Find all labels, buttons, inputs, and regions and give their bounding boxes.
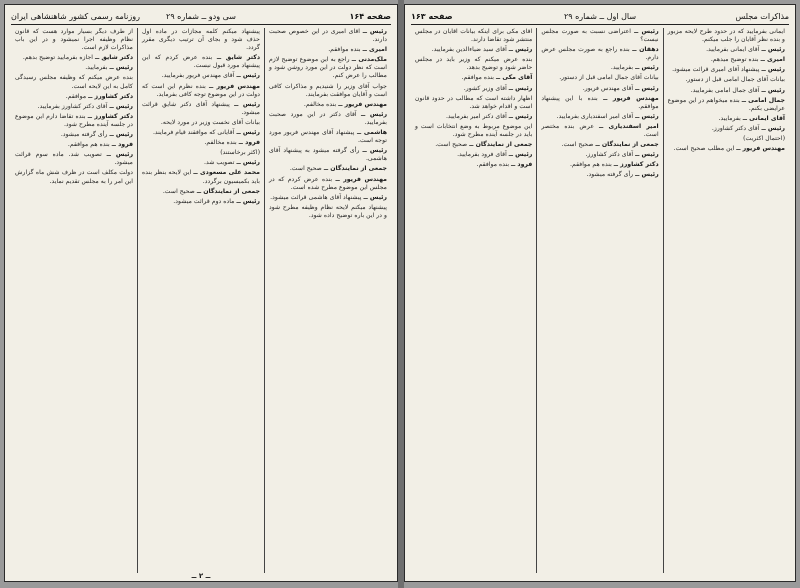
paragraph-text: بیانات آقای جمال امامی قبل از دستور.: [685, 76, 785, 84]
transcript-paragraph: [269, 147, 387, 163]
transcript-paragraph: [269, 46, 387, 54]
paragraph-text: آقای مکی برای اینکه بیانات آقایان در مجلس منتشر شود تقاضا دارند.: [415, 28, 533, 44]
paragraph-text: بفرمایید.: [85, 64, 108, 72]
transcript-paragraph: [269, 28, 387, 44]
right-columns: [411, 28, 789, 573]
transcript-paragraph: [541, 64, 658, 72]
paragraph-text: از طرف دیگر بسیار موارد هست که قانون نظام وظیفه اجرا نمیشود و در این باب مذاکرات لازم است.: [15, 28, 133, 52]
transcript-paragraph: [668, 28, 785, 44]
transcript-paragraph: [142, 188, 260, 196]
paragraph-text: پیشنهاد میکنم لایحه نظام وظیفه مطرح شود و در این باره توضیح داده شود.: [269, 203, 387, 219]
paragraph-text: (احتمال اکثریت): [743, 135, 785, 143]
speaker-name: دکتر کشاورز ــ: [613, 161, 659, 169]
speaker-name: دکتر کشاورز ــ: [87, 112, 134, 120]
paragraph-text: آقای دکتر کشاورز.: [711, 124, 760, 132]
right-issue-line: سال اول ــ شماره ۲۹: [563, 11, 637, 21]
transcript-paragraph: [541, 28, 658, 44]
transcript-paragraph: [668, 125, 785, 133]
transcript-paragraph: [415, 95, 532, 111]
paragraph-text: پیشنهاد آقای امیری قرائت میشود.: [672, 66, 760, 74]
paragraph-text: تصویب شد. ماده سوم قرائت میشود.: [15, 151, 133, 167]
paragraph-text: بنده نظرم این است که دولت در این موضوع توجه کافی بفرماید.: [142, 82, 260, 98]
speaker-name: رئیس ــ: [109, 102, 133, 110]
right-page-column-1: [664, 28, 789, 573]
left-columns: [11, 28, 391, 573]
right-running-title: مذاکرات مجلس: [735, 11, 789, 21]
paragraph-text: بنده تقاضا دارم این موضوع در جلسه آینده مطرح شود.: [15, 112, 133, 128]
paragraph-text: آقای سید ضیاءالدین بفرمایید.: [431, 46, 507, 54]
paragraph-text: بنده هم موافقم.: [570, 161, 612, 169]
speaker-name: دکتر شایق ــ: [95, 54, 133, 62]
paragraph-text: آقای دکتر کشاورز.: [585, 151, 634, 159]
speaker-name: مهندس فریور ــ: [208, 82, 260, 90]
left-page-header: [11, 9, 391, 23]
paragraph-text: بیانات آقای جمال امامی قبل از دستور.: [559, 74, 659, 82]
speaker-name: مهندس فریور ــ: [338, 100, 387, 108]
paragraph-text: اجازه بفرمایید توضیح بدهم.: [22, 54, 94, 62]
speaker-name: رئیس ــ: [109, 64, 133, 72]
paragraph-text: صحیح است.: [162, 187, 195, 195]
transcript-paragraph: [15, 103, 133, 111]
transcript-paragraph: [541, 46, 658, 62]
transcript-paragraph: [668, 46, 785, 54]
transcript-paragraph: [668, 87, 785, 95]
transcript-paragraph: [15, 74, 133, 90]
speaker-name: رئیس ــ: [236, 129, 260, 137]
left-header-rule: [11, 24, 391, 25]
transcript-paragraph: [269, 129, 387, 145]
speaker-name: امیر اسفندیاری ــ: [599, 122, 659, 130]
speaker-name: رئیس ــ: [236, 72, 260, 80]
transcript-paragraph: [15, 93, 133, 101]
transcript-paragraph: [15, 151, 133, 167]
speaker-name: جمال امامی ــ: [741, 96, 786, 104]
transcript-paragraph: [142, 28, 260, 52]
paragraph-text: بنده راجع به صورت مجلس عرض دارم.: [541, 46, 659, 62]
transcript-paragraph: [142, 139, 260, 147]
speaker-name: رئیس ــ: [508, 151, 533, 159]
speaker-name: رئیس ــ: [761, 124, 785, 132]
transcript-paragraph: [142, 72, 260, 80]
transcript-paragraph: [142, 54, 260, 70]
transcript-paragraph: [415, 113, 532, 121]
transcript-paragraph: [142, 83, 260, 99]
paragraph-text: اعتراضی نسبت به صورت مجلس نیست؟: [541, 28, 659, 44]
paragraph-text: پیشنهاد آقای دکتر شایق قرائت میشود.: [142, 100, 260, 116]
transcript-paragraph: [15, 54, 133, 62]
transcript-paragraph: [269, 101, 387, 109]
paragraph-text: بنده عرض میکنم که وزیر باید در مجلس حاضر شود و توضیح بدهد.: [415, 56, 533, 72]
transcript-paragraph: [269, 176, 387, 192]
right-page-column-3: [411, 28, 537, 573]
paragraph-text: بنده توضیح میدهم.: [710, 56, 759, 64]
speaker-name: رئیس ــ: [234, 100, 260, 108]
transcript-paragraph: [541, 171, 658, 179]
paragraph-text: صحیح است.: [289, 165, 322, 173]
paragraph-text: آقای امیری در این خصوص صحبت دارند.: [269, 28, 387, 44]
transcript-paragraph: [541, 74, 658, 82]
paragraph-text: این مطلب صحیح است.: [673, 145, 735, 153]
paragraph-text: بفرمایید.: [610, 64, 634, 72]
paragraph-text: تصویب شد.: [204, 159, 235, 167]
transcript-paragraph: [415, 46, 532, 54]
transcript-paragraph: [668, 115, 785, 123]
paragraph-text: بنده عرض میکنم که وظیفه مجلس رسیدگی کامل به این لایحه است.: [15, 74, 133, 90]
speaker-name: رئیس ــ: [508, 112, 533, 120]
paragraph-text: آقای دکتر امیر بفرمایید.: [445, 112, 507, 120]
transcript-paragraph: [142, 169, 260, 185]
speaker-name: فرود ــ: [238, 139, 260, 147]
speaker-name: رئیس ــ: [109, 131, 133, 139]
speaker-name: رئیس ــ: [635, 112, 659, 120]
speaker-name: دکتر شایق ــ: [216, 54, 261, 62]
paragraph-text: آقای امیر اسفندیاری بفرمایید.: [556, 112, 634, 120]
transcript-paragraph: [415, 85, 532, 93]
speaker-name: فرود ــ: [511, 161, 533, 169]
speaker-name: رئیس ــ: [761, 66, 785, 74]
speaker-name: جمعی از نمایندگان ــ: [469, 141, 533, 149]
speaker-name: رئیس ــ: [635, 171, 659, 179]
left-page-column-2: [138, 28, 265, 573]
left-page-column-1: [265, 28, 391, 573]
speaker-name: آقای ایمانی ــ: [742, 114, 785, 122]
speaker-name: دکتر کشاورز ــ: [88, 92, 133, 100]
speaker-name: محمد علی مسعودی ــ: [193, 169, 260, 177]
speaker-name: رئیس ــ: [363, 193, 387, 201]
paragraph-text: بنده موافقم.: [328, 46, 361, 54]
transcript-paragraph: [668, 97, 785, 113]
transcript-paragraph: [541, 141, 658, 149]
paragraph-text: این لایحه بنظر بنده باید بکمیسیون برگردد.: [142, 169, 260, 185]
transcript-paragraph: [15, 169, 133, 185]
paragraph-text: اظهار داشته است که مطالب در حدود قانون است و اقدام خواهد شد.: [415, 94, 533, 110]
speaker-name: رئیس ــ: [236, 197, 260, 205]
transcript-paragraph: [415, 28, 532, 44]
right-page: [404, 4, 796, 582]
paragraph-text: آقای وزیر کشور.: [463, 84, 507, 92]
transcript-paragraph: [668, 66, 785, 74]
paragraph-text: پیشنهاد آقای مهندس فریور مورد توجه است.: [269, 129, 387, 145]
speaker-name: رئیس ــ: [634, 28, 659, 35]
speaker-name: فرود ــ: [111, 141, 133, 149]
paragraph-text: (اکثر برخاستند): [220, 149, 260, 157]
speaker-name: رئیس ــ: [635, 64, 659, 72]
speaker-name: جمعی از نمایندگان ــ: [595, 141, 659, 149]
speaker-name: مهندس فریور ــ: [335, 175, 388, 183]
left-issue-line: سی ودو ــ شماره ۲۹: [166, 11, 236, 21]
paragraph-text: بنده مخالفم.: [204, 139, 237, 147]
paragraph-text: آقای مهندس فریور بفرمایید.: [161, 72, 235, 80]
transcript-paragraph: [142, 159, 260, 167]
paragraph-text: بنده عرض کردم که این پیشنهاد مورد قبول نیست.: [142, 54, 260, 70]
paragraph-text: ایمانی بفرمایید که در حدود طرح لایحه مزبور و بنده نظر آقایان را جلب میکنم.: [667, 28, 785, 44]
transcript-paragraph: [541, 95, 658, 111]
speaker-name: جمعی از نمایندگان ــ: [323, 165, 387, 173]
transcript-paragraph: [15, 64, 133, 72]
speaker-name: رئیس ــ: [635, 151, 659, 159]
paragraph-text: بنده موافقم.: [461, 74, 494, 82]
paragraph-text: این موضوع مربوط به وضع انتخابات است و باید در جلسه آینده مطرح شود.: [415, 122, 533, 139]
transcript-paragraph: [15, 141, 133, 149]
paragraph-text: رأی گرفته میشود.: [60, 131, 108, 139]
paragraph-text: آقای دکتر در این مورد صحبت بفرمایید.: [269, 110, 387, 126]
paragraph-text: موافقم.: [65, 92, 87, 100]
speaker-name: رئیس ــ: [508, 84, 533, 92]
transcript-paragraph: [415, 141, 532, 149]
speaker-name: رئیس ــ: [236, 159, 260, 167]
paragraph-text: آقای فرود بفرمایید.: [457, 151, 507, 159]
paragraph-text: بیانات آقای نخست وزیر در مورد لایحه.: [160, 118, 260, 126]
paragraph-text: راجع به این موضوع توضیح لازم است که نظر دولت در این مورد روشن شود و مطالب را عرض کنم.: [269, 56, 387, 80]
paragraph-text: جواب آقای وزیر را شنیدیم و مذاکرات کافی است و آقایان موافقت بفرمایند.: [269, 82, 387, 98]
speaker-name: هاشمی ــ: [356, 129, 387, 137]
transcript-paragraph: [415, 123, 532, 139]
paragraph-text: بنده موافقم.: [476, 161, 510, 169]
speaker-name: رئیس ــ: [362, 147, 388, 155]
paragraph-text: ماده دوم قرائت میشود.: [173, 197, 235, 205]
paragraph-text: پیشنهاد آقای هاشمی قرائت میشود.: [270, 193, 362, 201]
transcript-paragraph: [668, 135, 785, 143]
paragraph-text: دولت مکلف است در ظرف شش ماه گزارش این امر را به مجلس تقدیم نماید.: [15, 169, 133, 185]
paragraph-text: بنده هم موافقم.: [67, 141, 110, 149]
speaker-name: امیری ــ: [760, 56, 785, 64]
transcript-paragraph: [541, 113, 658, 121]
paragraph-text: آقای مهندس فریور.: [582, 84, 634, 92]
speaker-name: دهقان ــ: [632, 46, 659, 54]
transcript-paragraph: [668, 76, 785, 84]
paragraph-text: بفرمایید.: [718, 114, 741, 122]
paragraph-text: آقای ایمانی بفرمایید.: [706, 46, 760, 54]
transcript-paragraph: [269, 111, 387, 127]
paragraph-text: عرض بنده مختصر است.: [541, 122, 659, 139]
speaker-name: آقای مکی ــ: [495, 74, 533, 82]
speaker-name: جمعی از نمایندگان ــ: [196, 187, 260, 195]
transcript-paragraph: [541, 123, 658, 139]
right-page-number: صفحه ۱۶۳: [411, 11, 453, 21]
transcript-paragraph: [668, 145, 785, 153]
speaker-name: رئیس ــ: [635, 84, 659, 92]
speaker-name: ملک‌مدنی ــ: [351, 56, 387, 64]
transcript-paragraph: [142, 149, 260, 157]
speaker-name: رئیس ــ: [508, 46, 533, 54]
transcript-paragraph: [541, 151, 658, 159]
paragraph-text: پیشنهاد میکنم کلمه مجازات در ماده اول حذف شود و بجای آن ترتیب دیگری مقرر گردد.: [142, 28, 260, 52]
paragraph-text: آقای دکتر کشاورز بفرمایید.: [37, 102, 108, 110]
paragraph-text: رأی گرفته میشود به پیشنهاد آقای هاشمی.: [269, 147, 387, 163]
speaker-name: رئیس ــ: [761, 46, 785, 54]
paragraph-text: بنده میخواهم در این موضوع عرایضی بکنم.: [667, 96, 785, 112]
speaker-name: رئیس ــ: [361, 110, 388, 118]
transcript-paragraph: [142, 198, 260, 206]
left-page-number: صفحه ۱۶۴: [349, 11, 391, 21]
speaker-name: رئیس ــ: [761, 86, 785, 94]
transcript-paragraph: [15, 113, 133, 129]
transcript-paragraph: [541, 85, 658, 93]
left-running-title: روزنامه رسمی کشور شاهنشاهی ایران: [11, 11, 140, 21]
transcript-paragraph: [415, 74, 532, 82]
paragraph-text: آقای جمال امامی بفرمایید.: [690, 86, 760, 94]
transcript-paragraph: [415, 56, 532, 72]
speaker-name: رئیس ــ: [362, 28, 387, 35]
right-header-rule: [411, 24, 789, 25]
paragraph-text: بنده مخالفم.: [303, 100, 337, 108]
paragraph-text: بنده عرض کردم که در مجلس این موضوع مطرح شده است.: [269, 175, 387, 191]
transcript-paragraph: [15, 131, 133, 139]
paragraph-text: صحیح است.: [561, 141, 594, 149]
transcript-paragraph: [269, 165, 387, 173]
speaker-name: مهندس فریور ــ: [736, 145, 785, 153]
transcript-paragraph: [668, 56, 785, 64]
transcript-paragraph: [269, 194, 387, 202]
transcript-paragraph: [142, 101, 260, 117]
left-footer-mark: ــ ۲ ــ: [191, 572, 211, 580]
transcript-paragraph: [415, 151, 532, 159]
paragraph-text: صحیح است.: [435, 141, 468, 149]
speaker-name: امیری ــ: [362, 46, 387, 54]
transcript-paragraph: [415, 161, 532, 169]
paragraph-text: آقایانی که موافقند قیام فرمایند.: [152, 129, 235, 137]
left-page: [4, 4, 398, 582]
left-page-column-3: [11, 28, 138, 573]
right-page-column-2: [537, 28, 663, 573]
transcript-paragraph: [15, 28, 133, 52]
transcript-paragraph: [142, 129, 260, 137]
paragraph-text: رأی گرفته میشود.: [586, 171, 634, 179]
paragraph-text: بنده با این پیشنهاد موافقم.: [541, 94, 659, 110]
speaker-name: مهندس فریور ــ: [603, 94, 659, 102]
speaker-name: رئیس ــ: [106, 151, 134, 159]
transcript-paragraph: [142, 119, 260, 127]
transcript-paragraph: [541, 161, 658, 169]
transcript-paragraph: [269, 204, 387, 220]
transcript-paragraph: [269, 56, 387, 80]
right-page-header: [411, 9, 789, 23]
transcript-paragraph: [269, 83, 387, 99]
